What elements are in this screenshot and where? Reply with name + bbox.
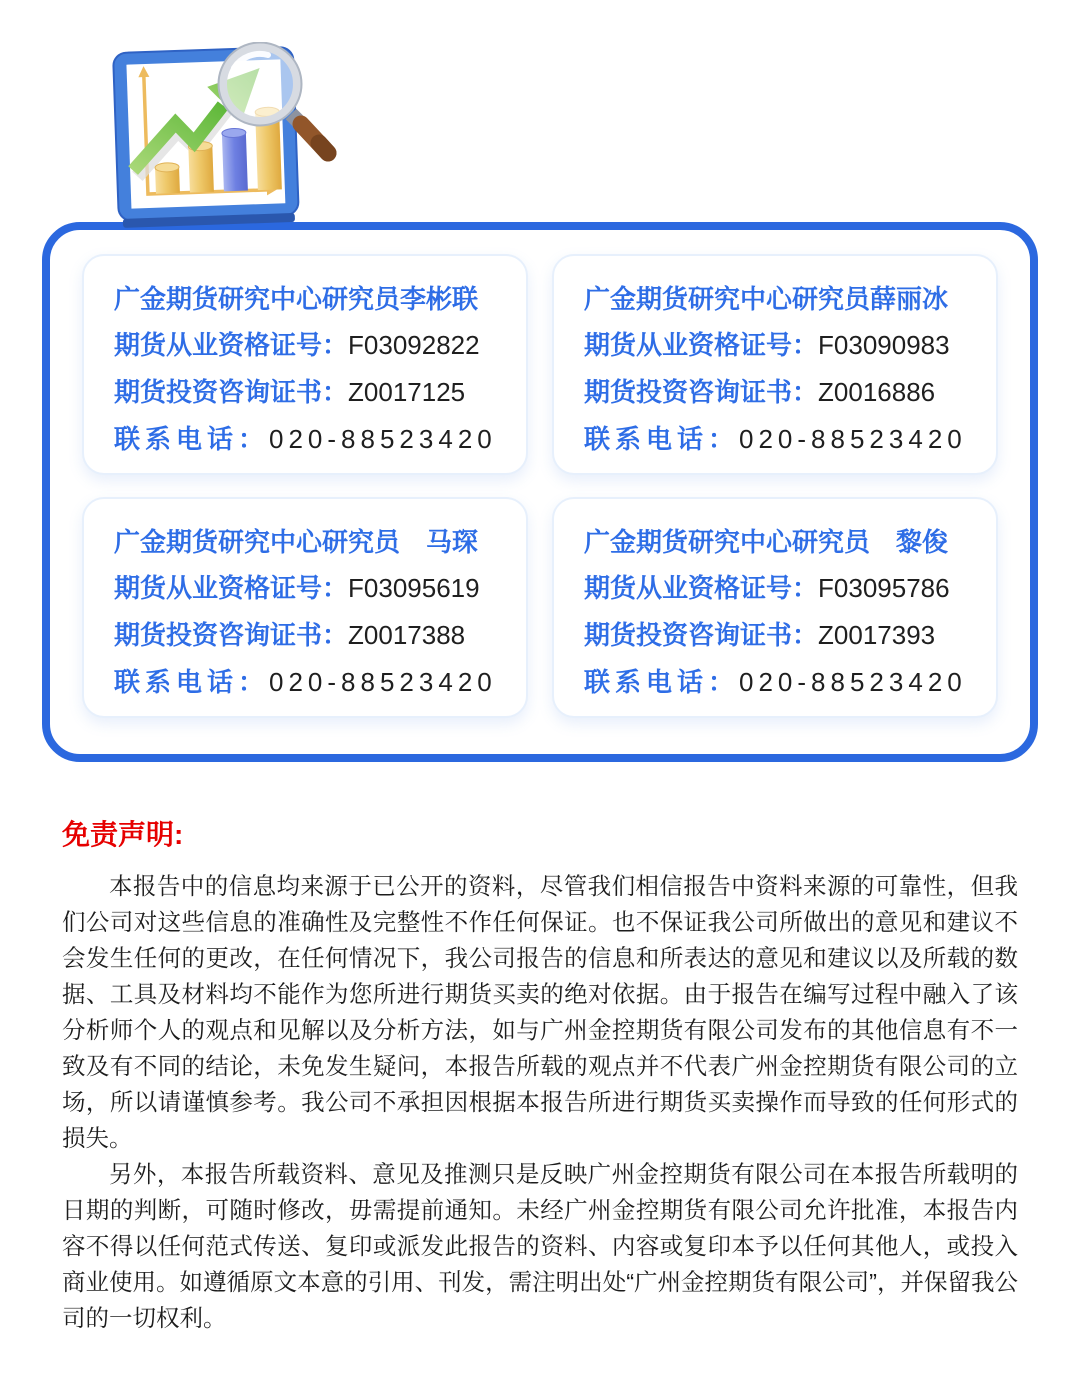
phone-value: 020-88523420: [269, 667, 497, 697]
analyst-card: [552, 254, 998, 475]
analyst-card: [82, 254, 528, 475]
cert-line: [114, 612, 496, 659]
cert-value: Z0017393: [818, 620, 936, 650]
analyst-card: [82, 497, 528, 718]
license-label: 期货从业资格证号：: [584, 573, 819, 603]
analyst-card: [552, 497, 998, 718]
cert-line: [114, 369, 496, 416]
phone-label: 联系电话：: [114, 424, 270, 454]
license-line: [114, 322, 496, 369]
license-label: 期货从业资格证号：: [584, 330, 819, 360]
cert-value: Z0016886: [818, 377, 936, 407]
phone-value: 020-88523420: [739, 667, 967, 697]
license-value: F03095619: [348, 573, 480, 603]
cert-label: 期货投资咨询证书：: [584, 377, 819, 407]
disclaimer-heading: 免责声明:: [62, 819, 184, 850]
phone-line: [114, 659, 496, 706]
cert-value: Z0017125: [348, 377, 466, 407]
phone-line: [114, 416, 496, 463]
analyst-name: 广金期货研究中心研究员李彬联: [114, 284, 479, 314]
phone-line: [584, 416, 966, 463]
phone-label: 联系电话：: [584, 424, 740, 454]
analyst-name: 广金期货研究中心研究员 马琛: [114, 527, 479, 557]
analyst-name: 广金期货研究中心研究员 黎俊: [584, 527, 949, 557]
disclaimer-section: [62, 818, 1018, 1336]
cert-label: 期货投资咨询证书：: [114, 377, 349, 407]
cert-line: [584, 612, 966, 659]
phone-value: 020-88523420: [269, 424, 497, 454]
disclaimer-paragraph-1: 本报告中的信息均来源于已公开的资料，尽管我们相信报告中资料来源的可靠性，但我们公司对这些信息的准确性及完整性不作任何保证。也不保证我公司所做出的意见和建议不会发生任何的更改，在任何情况下，我公司报告的信息和所表达的意见和建议以及所载的数据、工具及材料均不能作为您所进行期货买卖的绝对依据。由于报告在编写过程中融入了该分析师个人的观点和见解以及分析方法，如与广州金控期货有限公司发布的其他信息有不一致及有不同的结论，未免发生疑问，本报告所载的观点并不代表广州金控期货有限公司的立场，所以请谨慎参考。我公司不承担因根据本报告所进行期货买卖操作而导致的任何形式的损失。: [62, 873, 1018, 1151]
license-label: 期货从业资格证号：: [114, 330, 349, 360]
bar-chart-growth-magnifier-icon: [108, 42, 348, 237]
analyst-info-panel: [42, 222, 1038, 762]
phone-line: [584, 659, 966, 706]
cert-label: 期货投资咨询证书：: [114, 620, 349, 650]
license-label: 期货从业资格证号：: [114, 573, 349, 603]
phone-value: 020-88523420: [739, 424, 967, 454]
cert-line: [584, 369, 966, 416]
license-value: F03090983: [818, 330, 950, 360]
license-line: [114, 565, 496, 612]
phone-label: 联系电话：: [584, 667, 740, 697]
license-value: F03095786: [818, 573, 950, 603]
cert-label: 期货投资咨询证书：: [584, 620, 819, 650]
license-value: F03092822: [348, 330, 480, 360]
disclaimer-paragraph-2: 另外，本报告所载资料、意见及推测只是反映广州金控期货有限公司在本报告所载明的日期的判断，可随时修改，毋需提前通知。未经广州金控期货有限公司允许批准，本报告内容不得以任何范式传送、复印或派发此报告的资料、内容或复印本予以任何其他人，或投入商业使用。如遵循原文本意的引用、刊发，需注明出处“广州金控期货有限公司”，并保留我公司的一切权利。: [62, 1161, 1018, 1331]
cert-value: Z0017388: [348, 620, 466, 650]
license-line: [584, 322, 966, 369]
license-line: [584, 565, 966, 612]
analyst-name: 广金期货研究中心研究员薛丽冰: [584, 284, 949, 314]
phone-label: 联系电话：: [114, 667, 270, 697]
